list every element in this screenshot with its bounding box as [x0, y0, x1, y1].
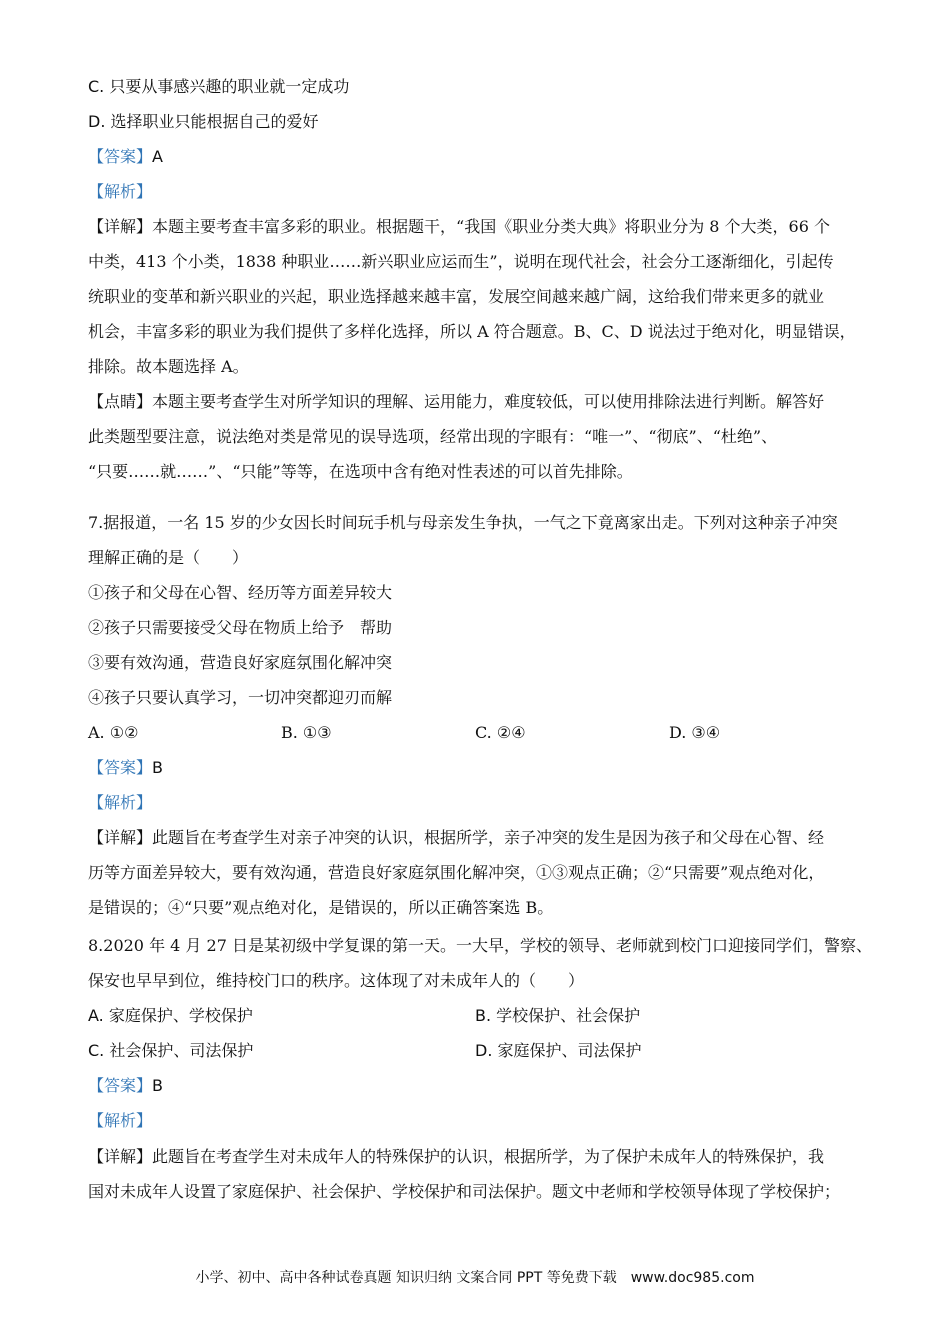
q8-answer [88, 1075, 163, 1097]
detail-tag: 【详解】 [88, 1147, 153, 1166]
q7-stem-line: 7.据报道，一名 15 岁的少女因长时间玩手机与母亲发生争执，一气之下竟离家出走。下列对这种亲子冲突 [88, 513, 838, 532]
q7-statement: ③要有效沟通，营造良好家庭氛围化解冲突 [88, 653, 393, 672]
answer-tag: 【答案】 [88, 147, 153, 166]
tip-tag: 【点睛】 [88, 392, 153, 411]
q6-detail-line: 排除。故本题选择 A。 [88, 357, 249, 376]
q6-detail-line: 中类，413 个小类，1838 种职业……新兴职业应运而生”，说明在现代社会，社会分工逐渐细化，引起传 [88, 252, 834, 271]
q6-tip-line: 【点睛】本题主要考查学生对所学知识的理解、运用能力，难度较低，可以使用排除法进行判断。解答好 [88, 392, 825, 411]
answer-tag: 【答案】 [88, 1076, 153, 1095]
q6-analysis-tag: 【解析】 [88, 182, 153, 201]
q6-detail-line: 统职业的变革和新兴职业的兴起，职业选择越来越丰富，发展空间越来越广阔，这给我们带来更多的就业 [88, 287, 825, 306]
q7-option-a: A. ①② [88, 723, 139, 742]
q8-stem-line: 保安也早早到位，维持校门口的秩序。这体现了对未成年人的（ ） [88, 971, 585, 990]
q8-detail-line: 国对未成年人设置了家庭保护、社会保护、学校保护和司法保护。题文中老师和学校领导体现了学校保护； [88, 1182, 841, 1201]
q7-detail-line: 历等方面差异较大，要有效沟通，营造良好家庭氛围化解冲突，①③观点正确；②“只需要”观点绝对化， [88, 863, 825, 882]
q7-option-c: C. ②④ [475, 723, 526, 742]
answer-value: A [152, 147, 163, 166]
q7-statement: ②孩子只需要接受父母在物质上给予 帮助 [88, 618, 393, 637]
answer-value: B [152, 1076, 163, 1095]
q8-detail-line: 【详解】此题旨在考查学生对未成年人的特殊保护的认识，根据所学，为了保护未成年人的特殊保护，我 [88, 1147, 825, 1166]
q8-option-c: C. 社会保护、司法保护 [88, 1041, 254, 1060]
q6-option-d: D. 选择职业只能根据自己的爱好 [88, 112, 319, 131]
q8-analysis-tag: 【解析】 [88, 1111, 153, 1130]
q7-statement: ①孩子和父母在心智、经历等方面差异较大 [88, 583, 393, 602]
q7-stem-line: 理解正确的是（ ） [88, 548, 249, 567]
q6-option-c: C. 只要从事感兴趣的职业就一定成功 [88, 77, 350, 96]
q7-answer [88, 757, 163, 779]
q6-tip-line: “只要……就……”、“只能”等等，在选项中含有绝对性表述的可以首先排除。 [88, 462, 633, 481]
q7-option-b: B. ①③ [281, 723, 332, 742]
answer-value: B [152, 758, 163, 777]
q6-tip-line: 此类题型要注意，说法绝对类是常见的误导选项，经常出现的字眼有：“唯一”、“彻底”、“杜绝”、 [88, 427, 778, 446]
detail-tag: 【详解】 [88, 217, 153, 236]
answer-tag: 【答案】 [88, 758, 153, 777]
detail-tag: 【详解】 [88, 828, 153, 847]
q8-option-a: A. 家庭保护、学校保护 [88, 1006, 253, 1025]
page-footer: 小学、初中、高中各种试卷真题 知识归纳 文案合同 PPT 等免费下载 www.doc985.com [195, 1270, 755, 1286]
q6-detail-line: 【详解】本题主要考查丰富多彩的职业。根据题干，“我国《职业分类大典》将职业分为 8 个大类，66 个 [88, 217, 830, 236]
q8-stem-line: 8.2020 年 4 月 27 日是某初级中学复课的第一天。一大早，学校的领导、老师就到校门口迎接同学们，警察、 [88, 936, 872, 955]
q7-statement: ④孩子只要认真学习，一切冲突都迎刃而解 [88, 688, 393, 707]
q7-detail-line: 是错误的；④“只要”观点绝对化，是错误的，所以正确答案选 B。 [88, 898, 554, 917]
q6-detail-line: 机会，丰富多彩的职业为我们提供了多样化选择，所以 A 符合题意。B、C、D 说法过于绝对化，明显错误， [88, 322, 856, 341]
q7-analysis-tag: 【解析】 [88, 793, 153, 812]
q6-answer [88, 146, 163, 168]
q8-option-b: B. 学校保护、社会保护 [475, 1006, 641, 1025]
q7-detail-line: 【详解】此题旨在考查学生对亲子冲突的认识，根据所学，亲子冲突的发生是因为孩子和父母在心智、经 [88, 828, 825, 847]
q7-option-d: D. ③④ [669, 723, 721, 742]
q8-option-d: D. 家庭保护、司法保护 [475, 1041, 642, 1060]
